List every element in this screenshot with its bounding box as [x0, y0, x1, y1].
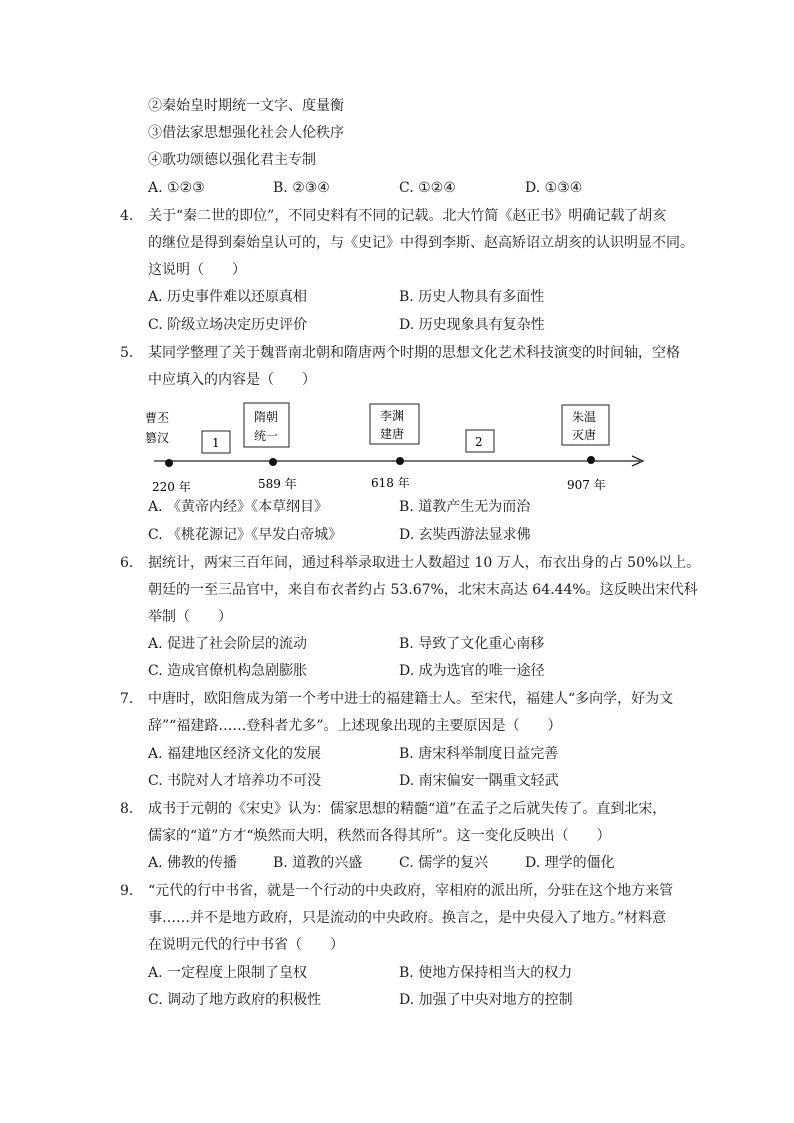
blank-box-1-label: 1 — [212, 436, 220, 450]
q6-option-b: B. 导致了文化重心南移 — [399, 636, 545, 652]
q9-stem-line-3: 在说明元代的行中书省（ ） — [148, 937, 344, 953]
q7-stem-line-2: 辞”“福建路……登科者尤多”。上述现象出现的主要原因是（ ） — [148, 718, 562, 734]
q5-stem-line-2: 中应填入的内容是（ ） — [148, 372, 316, 388]
q9-option-c: C. 调动了地方政府的积极性 — [148, 992, 322, 1008]
q4-stem-line-2: 的继位是得到秦始皇认可的，与《史记》中得到李斯、赵高矫诏立胡亥的认识明显不同。 — [148, 235, 694, 251]
prev-item-2: ②秦始皇时期统一文字、度量衡 — [148, 98, 344, 114]
q6-stem-line-2: 朝廷的一至三品官中，来自布衣者约占 53.67%，北宋末高达 64.44%。这反映出宋代科 — [148, 582, 698, 598]
q6-stem-line-3: 举制（ ） — [148, 609, 232, 625]
prev-option-a: A. ①②③ — [148, 180, 205, 196]
q4-option-b: B. 历史人物具有多面性 — [399, 289, 545, 305]
q8-option-c: C. 儒学的复兴 — [399, 855, 489, 871]
q4-number: 4. — [120, 208, 134, 224]
q8-option-d: D. 理学的僵化 — [525, 855, 615, 871]
timeline-diagram — [140, 400, 660, 500]
q7-option-a: A. 福建地区经济文化的发展 — [148, 746, 322, 762]
blank-box-2-label: 2 — [475, 435, 483, 449]
q4-option-d: D. 历史现象具有复杂性 — [399, 317, 545, 333]
q8-stem-line-1: 成书于元朝的《宋史》认为：儒家思想的精髓“道”在孟子之后就失传了。直到北宋， — [148, 801, 667, 817]
q6-number: 6. — [120, 555, 134, 571]
q8-stem-line-2: 儒家的“道”方才“焕然而大明，秩然而各得其所”。这一变化反映出（ ） — [148, 828, 611, 844]
timeline-point-618 — [396, 457, 404, 465]
event-618-line-2: 建唐 — [380, 427, 405, 441]
q7-option-c: C. 书院对人才培养功不可没 — [148, 773, 322, 789]
year-label-589: 589 年 — [258, 477, 297, 491]
q4-stem-line-3: 这说明（ ） — [148, 262, 246, 278]
event-589-line-2: 统一 — [254, 429, 279, 443]
q9-stem-line-2: 事……并不是地方政府，只是流动的中央政府。换言之，是中央侵入了地方。”材料意 — [148, 910, 667, 926]
timeline-point-907 — [587, 456, 595, 464]
q6-stem-line-1: 据统计，两宋三百年间，通过科举录取进士人数超过 10 万人，布衣出身的占 50%以上。 — [148, 555, 701, 571]
q6-option-c: C. 造成官僚机构急剧膨胀 — [148, 663, 308, 679]
q9-option-a: A. 一定程度上限制了皇权 — [148, 965, 308, 981]
event-907-line-1: 朱温 — [572, 410, 597, 424]
q9-stem-line-1: “元代的行中书省，就是一个行动的中央政府，宰相府的派出所，分驻在这个地方来管 — [148, 883, 674, 899]
q7-option-b: B. 唐宋科举制度日益完善 — [399, 746, 559, 762]
prev-item-4: ④歌功颂德以强化君主专制 — [148, 152, 316, 168]
prev-option-d: D. ①③④ — [525, 180, 583, 196]
prev-item-3: ③借法家思想强化社会人伦秩序 — [148, 125, 344, 141]
q8-option-a: A. 佛教的传播 — [148, 855, 238, 871]
q7-number: 7. — [120, 691, 134, 707]
q9-option-b: B. 使地方保持相当大的权力 — [399, 965, 573, 981]
q4-option-c: C. 阶级立场决定历史评价 — [148, 317, 308, 333]
prev-option-b: B. ②③④ — [273, 180, 330, 196]
event-220-line-1: 曹丕 — [145, 411, 170, 425]
q5-option-d: D. 玄奘西游法显求佛 — [399, 527, 531, 543]
q9-number: 9. — [120, 883, 134, 899]
q5-option-a: A. 《黄帝内经》《本草纲目》 — [148, 499, 329, 515]
q8-number: 8. — [120, 801, 134, 817]
q5-option-c: C. 《桃花源记》《早发白帝城》 — [148, 527, 343, 543]
event-618-line-1: 李渊 — [380, 409, 405, 423]
year-label-220: 220 年 — [152, 480, 191, 494]
event-220-line-2: 篡汉 — [145, 431, 170, 445]
q8-option-b: B. 道教的兴盛 — [273, 855, 363, 871]
q7-option-d: D. 南宋偏安一隅重文轻武 — [399, 773, 559, 789]
q9-option-d: D. 加强了中央对地方的控制 — [399, 992, 573, 1008]
q6-option-a: A. 促进了社会阶层的流动 — [148, 636, 308, 652]
event-907-line-2: 灭唐 — [572, 428, 597, 442]
year-label-907: 907 年 — [567, 478, 606, 492]
q4-stem-line-1: 关于“秦二世的即位”，不同史料有不同的记载。北大竹简《赵正书》明确记载了胡亥 — [148, 208, 667, 224]
q7-stem-line-1: 中唐时，欧阳詹成为第一个考中进士的福建籍士人。至宋代，福建人“多向学，好为文 — [148, 691, 674, 707]
year-label-618: 618 年 — [371, 476, 410, 490]
q5-option-b: B. 道教产生无为而治 — [399, 499, 531, 515]
timeline-point-589 — [269, 458, 277, 466]
q6-option-d: D. 成为选官的唯一途径 — [399, 663, 545, 679]
q5-number: 5. — [120, 345, 134, 361]
prev-option-c: C. ①②④ — [399, 180, 456, 196]
event-589-line-1: 隋朝 — [254, 410, 279, 424]
timeline-point-220 — [165, 459, 173, 467]
q4-option-a: A. 历史事件难以还原真相 — [148, 289, 308, 305]
q5-stem-line-1: 某同学整理了关于魏晋南北朝和隋唐两个时期的思想文化艺术科技演变的时间轴，空格 — [148, 345, 680, 361]
